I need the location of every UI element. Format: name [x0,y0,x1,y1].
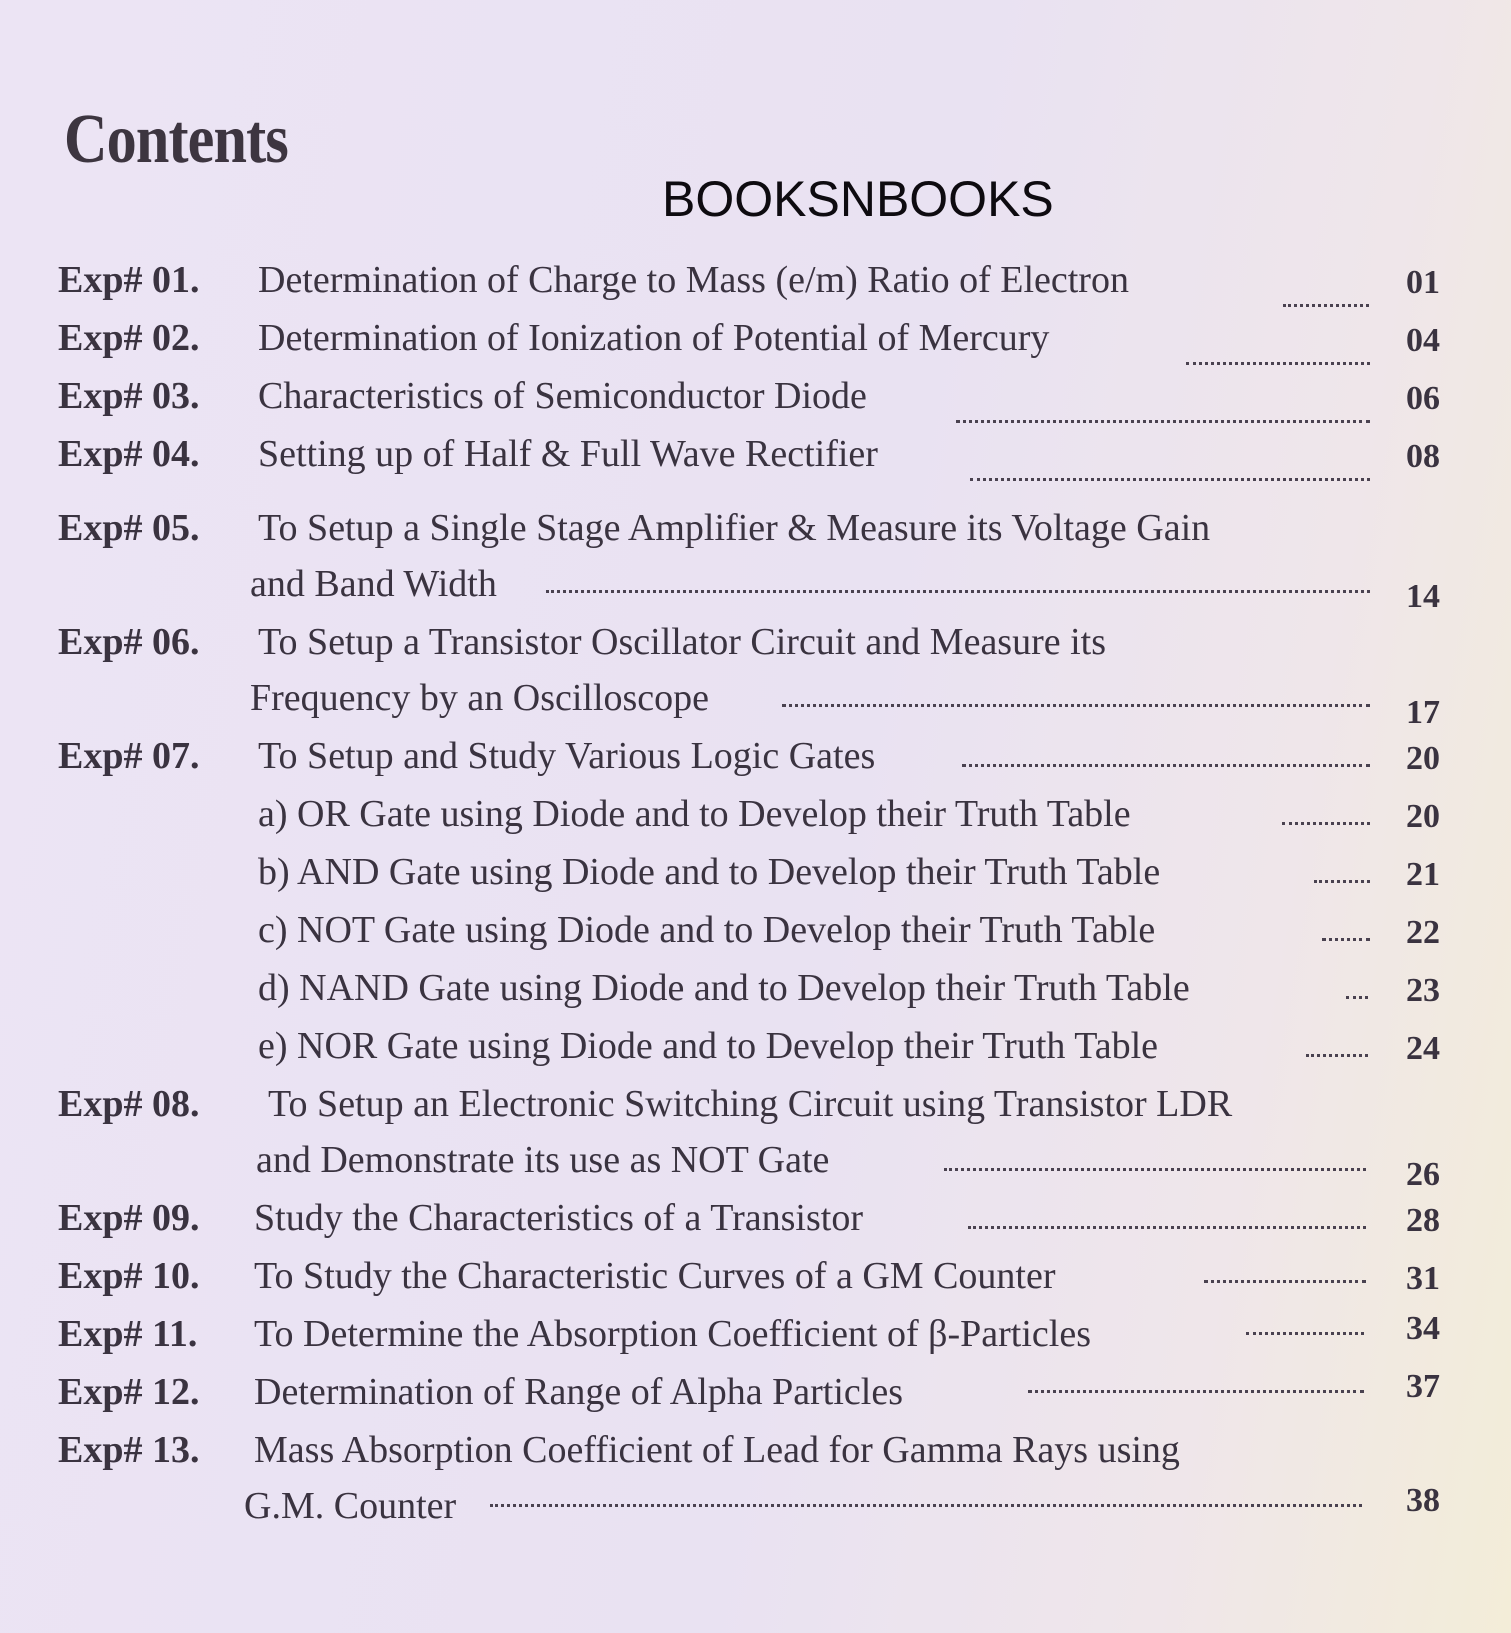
entry-label: Exp# 13. [58,1429,200,1471]
entry-title: Determination of Charge to Mass (e/m) Ratio of Electron [258,259,1129,301]
entry-page-number: 31 [1406,1260,1440,1297]
toc-entry-13[interactable] [0,1428,1511,1488]
entry-title: To Setup a Transistor Oscillator Circuit and Measure its [258,621,1107,663]
dot-leader [1186,362,1370,365]
entry-page-number: 21 [1406,856,1440,893]
entry-title: To Study the Characteristic Curves of a GM Counter [254,1255,1056,1297]
dot-leader [962,764,1370,767]
dot-leader [1346,996,1368,999]
entry-title: To Setup and Study Various Logic Gates [258,735,876,777]
toc-entry-09[interactable] [0,1196,1511,1256]
toc-entry-08-continued[interactable] [0,1138,1511,1198]
entry-page-number: 34 [1406,1310,1440,1347]
dot-leader [1282,822,1370,825]
toc-entry-13-continued[interactable] [0,1484,1511,1544]
entry-page-number: 38 [1406,1482,1440,1519]
entry-label: Exp# 01. [58,259,200,301]
dot-leader [944,1168,1366,1171]
entry-label: Exp# 11. [58,1313,198,1355]
entry-title: To Setup an Electronic Switching Circuit using Transistor LDR [268,1083,1233,1125]
entry-page-number: 14 [1406,578,1440,615]
toc-entry-12[interactable] [0,1370,1511,1430]
toc-entry-04[interactable] [0,432,1511,492]
entry-page-number: 01 [1406,264,1440,301]
entry-page-number: 37 [1406,1368,1440,1405]
entry-label: Exp# 09. [58,1197,200,1239]
entry-label: Exp# 02. [58,317,200,359]
entry-title: To Determine the Absorption Coefficient of β-Particles [254,1313,1091,1355]
dot-leader [1246,1332,1364,1335]
dot-leader [546,590,1370,593]
dot-leader [956,420,1370,423]
entry-title: Setting up of Half & Full Wave Rectifier [258,433,878,475]
entry-label: Exp# 05. [58,507,200,549]
entry-title-continued: and Demonstrate its use as NOT Gate [256,1139,830,1181]
toc-entry-05-continued[interactable] [0,562,1511,622]
entry-label: Exp# 03. [58,375,200,417]
dot-leader [1306,1054,1368,1057]
dot-leader [1314,880,1370,883]
entry-title: b) AND Gate using Diode and to Develop their Truth Table [258,851,1161,893]
entry-label: Exp# 06. [58,621,200,663]
entry-label: Exp# 08. [58,1083,200,1125]
entry-page-number: 20 [1406,798,1440,835]
dot-leader [1028,1390,1364,1393]
entry-title: d) NAND Gate using Diode and to Develop their Truth Table [258,967,1190,1009]
dot-leader [490,1504,1362,1507]
toc-entry-11[interactable] [0,1312,1511,1372]
dot-leader [1204,1280,1366,1283]
entry-label: Exp# 10. [58,1255,200,1297]
toc-subentry-07c[interactable] [0,908,1511,968]
entry-label: Exp# 07. [58,735,200,777]
page-title: Contents [64,101,288,178]
toc-entry-06-continued[interactable] [0,676,1511,736]
entry-title: Characteristics of Semiconductor Diode [258,375,867,417]
entry-title: Study the Characteristics of a Transistor [254,1197,863,1239]
entry-page-number: 04 [1406,322,1440,359]
entry-page-number: 20 [1406,740,1440,777]
entry-title: Determination of Ionization of Potential of Mercury [258,317,1050,359]
dot-leader [968,1226,1366,1229]
toc-subentry-07d[interactable] [0,966,1511,1026]
dot-leader [782,704,1370,707]
entry-label: Exp# 12. [58,1371,200,1413]
toc-subentry-07e[interactable] [0,1024,1511,1084]
toc-subentry-07a[interactable] [0,792,1511,852]
entry-title: Mass Absorption Coefficient of Lead for Gamma Rays using [254,1429,1180,1471]
entry-title: a) OR Gate using Diode and to Develop their Truth Table [258,793,1131,835]
toc-entry-07[interactable] [0,734,1511,794]
entry-page-number: 26 [1406,1156,1440,1193]
toc-entry-10[interactable] [0,1254,1511,1314]
entry-title: e) NOR Gate using Diode and to Develop their Truth Table [258,1025,1159,1067]
entry-page-number: 06 [1406,380,1440,417]
entry-page-number: 28 [1406,1202,1440,1239]
dot-leader [970,478,1370,481]
entry-page-number: 22 [1406,914,1440,951]
toc-subentry-07b[interactable] [0,850,1511,910]
dot-leader [1322,938,1370,941]
entry-title-continued: Frequency by an Oscilloscope [250,677,710,719]
dot-leader [1283,304,1369,307]
entry-label: Exp# 04. [58,433,200,475]
toc-entry-06[interactable] [0,620,1511,680]
toc-entry-02[interactable] [0,316,1511,376]
watermark-text: BOOKSNBOOKS [662,171,1054,227]
entry-page-number: 24 [1406,1030,1440,1067]
entry-page-number: 08 [1406,438,1440,475]
entry-title-continued: and Band Width [250,563,497,605]
entry-title: c) NOT Gate using Diode and to Develop their Truth Table [258,909,1156,951]
entry-title: To Setup a Single Stage Amplifier & Measure its Voltage Gain [258,507,1211,549]
entry-title-continued: G.M. Counter [244,1485,457,1527]
toc-entry-03[interactable] [0,374,1511,434]
toc-entry-05[interactable] [0,506,1511,566]
toc-entry-08[interactable] [0,1082,1511,1142]
entry-page-number: 17 [1406,694,1440,731]
entry-title: Determination of Range of Alpha Particles [254,1371,903,1413]
toc-entry-01[interactable] [0,258,1511,318]
entry-page-number: 23 [1406,972,1440,1009]
